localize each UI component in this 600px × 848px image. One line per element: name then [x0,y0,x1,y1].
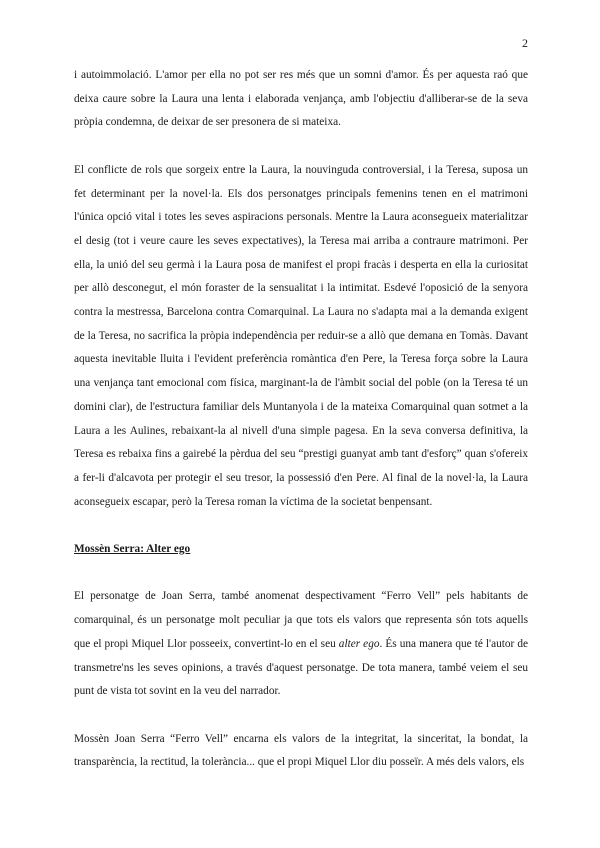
section-heading: Mossèn Serra: Alter ego [74,543,191,556]
paragraph-serra-values: Mossèn Joan Serra “Ferro Vell” encarna els valors de la integritat, la sinceritat, la bondat, la transparència, la rectitud, la tolerància... que el propi Miquel Llor diu posseïr. A més dels valors, els [74,732,528,769]
paragraph-conflict: El conflicte de rols que sorgeix entre la Laura, la nouvinguda controversial, i la Teresa, suposa un fet determinant per la novel·la. Els dos personatges principals femenins tenen en el matrimoni l'única opció vital i totes les seves aspiracions personals. Mentre la Laura aconsegueix materialitzar el desig (tot i veure caure les seves expectatives), la Teresa mai arriba a contraure matrimoni. Per ella, la unió del seu germà i la Laura posa de manifest el propi fracàs i desperta en ella la curiositat per allò desconegut, el món foraster de la sensualitat i la intimitat. Esdevé l'oposició de la senyora contra la mestressa, Barcelona contra Comarquinal. La Laura no s'adapta mai a la demanda exigent de la Teresa, no sacrifica la pròpia independència per reduir-se a allò que demana en Tomàs. Davant aquesta inevitable lluita i l'evident preferència romàntica d'en Pere, la Teresa força sobre la Laura una venjança tant emocional com física, marginant-la de l'àmbit social del poble (on la Teresa té un domini clar), de l'estructura familiar dels Muntanyola i de la mateixa Comarquinal quan sotmet a la Laura a les Aulines, rebaixant-la al nivell d'una simple pagesa. En la seva conversa definitiva, la Teresa es rebaixa fins a gairebé la pèrdua del seu “prestigi guanyat amb tant d'esforç” quan s'ofereix a fer-li d'alcavota per protegir el seu tresor, la possessió d'en Pere. Al final de la novel·la, la Laura aconsegueix escapar, però la Teresa roman la víctima de la societat benpensant. [74,163,528,508]
paragraph-serra-character [74,585,528,704]
text-run: . És una manera que té l'autor de transmetre'ns les seves opinions, a través d'aquest personatge. De tota manera, també veiem el seu punt de vista tot sovint en la veu del narrador. [74,637,528,698]
paragraph-intro: i autoimmolació. L'amor per ella no pot ser res més que un somni d'amor. És per aquesta raó que deixa caure sobre la Laura una lenta i elaborada venjança, amb l'objectiu d'alliberar-se de la seva pròpia condemna, de deixar de ser presonera de si mateixa. [74,69,528,129]
text-run: El personatge de Joan Serra, també anomenat despectivament “Ferro Vell” pels habitants de comarquinal, és un personatge molt peculiar ja que tots els valors que representa són tots aquells que el propi Miquel Llor posseeix, convertint-lo en el seu [74,590,528,650]
document-body [74,64,528,799]
emphasis-alter-ego: alter ego [338,637,380,650]
page-number: 2 [522,36,528,50]
